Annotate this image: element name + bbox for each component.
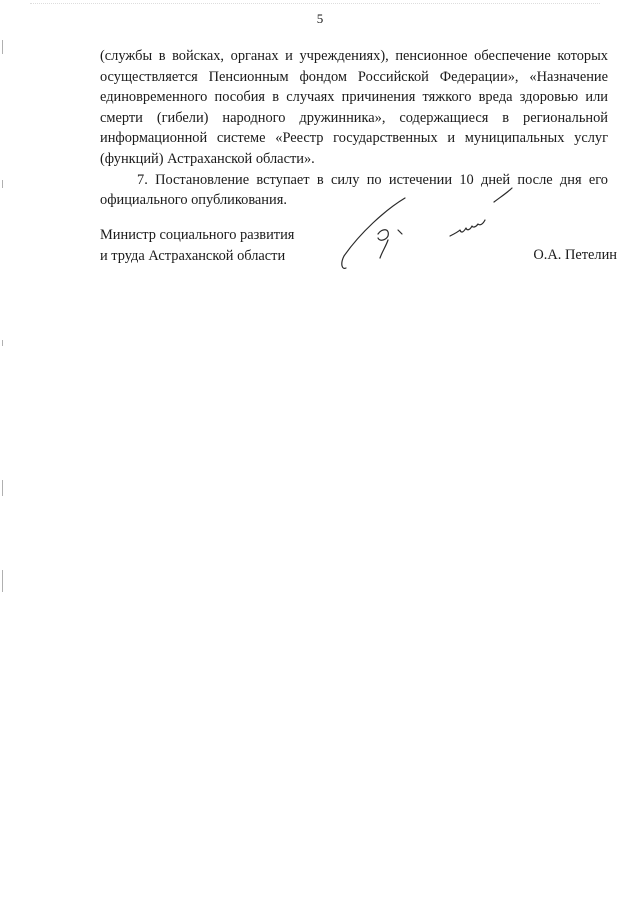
signatory-name: О.А. Петелин xyxy=(533,247,617,263)
paragraph-item-7: 7. Постановление вступает в силу по истечении 10 дней после дня его официального опубликования. xyxy=(100,171,608,209)
signatory-title-line-2: и труда Астраханской области xyxy=(100,247,286,264)
margin-scan-marks xyxy=(2,40,8,620)
handwritten-signature xyxy=(330,178,540,273)
page-number: 5 xyxy=(316,11,324,26)
paragraph-continuation: (службы в войсках, органах и учреждениях), пенсионное обеспечение которых осуществляется Пенсионным фондом Российской Федерации», «Назначение единовременного пособия в случаях причинения тяжкого вреда здоровью или смерти (гибели) народного дружинника», содержащиеся в региональной информационной системе «Реестр государственных и муниципальных услуг (функций) Астраханской области». xyxy=(100,48,608,167)
scan-artifact-line xyxy=(30,3,600,6)
signatory-title-line-1: Министр социального развития xyxy=(100,227,295,243)
signatory-title xyxy=(100,225,340,266)
